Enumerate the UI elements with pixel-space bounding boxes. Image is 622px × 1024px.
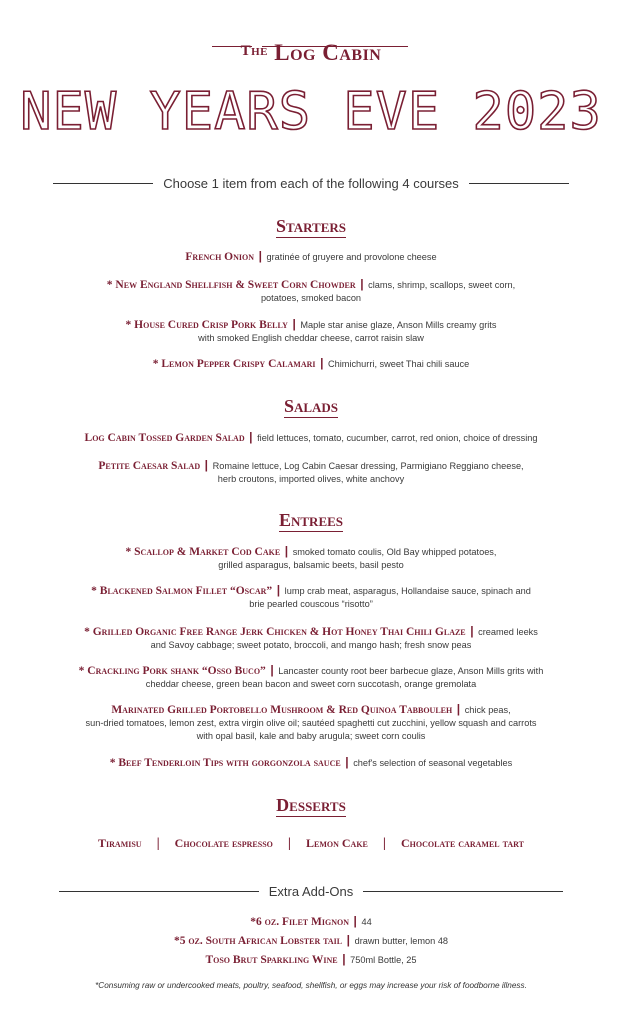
item-desc: creamed leeks — [478, 627, 538, 637]
item-desc-line2: and Savoy cabbage; sweet potato, broccoli, and mango hash; fresh snow peas — [150, 640, 472, 650]
addons-title: Extra Add-Ons — [268, 884, 354, 899]
salad-item — [20, 431, 602, 445]
item-separator: | — [276, 583, 281, 597]
item-name: Toso Brut Sparkling Wine — [205, 954, 338, 966]
item-desc: gratinée of gruyere and provolone cheese — [266, 252, 437, 262]
headline: NEW YEARS EVE 2023 — [20, 82, 602, 142]
dessert-item: Tiramisu — [98, 836, 142, 850]
item-desc: field lettuces, tomato, cucumber, carrot, red onion, choice of dressing — [257, 433, 538, 443]
item-separator: | — [353, 914, 357, 928]
item-name: * New England Shellfish & Sweet Corn Chowder — [106, 279, 356, 291]
foodborne-illness-disclaimer: *Consuming raw or undercooked meats, poultry, seafood, shellfish, or eggs may increase your risk of foodborne illness. — [95, 981, 527, 990]
starters-title: Starters — [276, 216, 346, 236]
instruction-text: Choose 1 item from each of the following 4 courses — [163, 176, 459, 191]
item-desc: clams, shrimp, scallops, sweet corn, — [368, 280, 516, 290]
dessert-item: Chocolate caramel tart — [400, 836, 524, 850]
dessert-item: Lemon Cake — [305, 836, 368, 850]
item-desc-line3: with opal basil, kale and baby arugula; sweet corn coulis — [196, 731, 426, 741]
item-name: Log Cabin Tossed Garden Salad — [84, 432, 245, 444]
item-separator: | — [204, 458, 209, 472]
entree-item — [20, 545, 602, 572]
entree-item — [20, 703, 602, 743]
item-desc-line2: brie pearled couscous “risotto” — [249, 599, 373, 609]
item-name: * Lemon Pepper Crispy Calamari — [152, 358, 316, 370]
starter-item — [20, 250, 602, 264]
addons-header-row — [0, 884, 622, 899]
dessert-separator: | — [156, 836, 160, 851]
item-separator: | — [270, 663, 274, 677]
item-desc-line2: potatoes, smoked bacon — [260, 293, 362, 303]
item-desc: Lancaster county root beer barbecue glaze, Anson Mills grits with — [278, 666, 544, 676]
item-desc: lump crab meat, asparagus, Hollandaise sauce, spinach and — [284, 586, 531, 596]
item-name: * Blackened Salmon Fillet “Oscar” — [91, 585, 273, 597]
item-name: * Scallop & Market Cod Cake — [125, 546, 281, 558]
item-separator: | — [342, 952, 346, 966]
item-desc-line2: herb croutons, imported olives, white anchovy — [217, 474, 405, 484]
addon-item — [20, 915, 602, 929]
rule-right — [469, 183, 569, 184]
item-name: Marinated Grilled Portobello Mushroom & Red Quinoa Tabbouleh — [111, 704, 453, 716]
item-separator: | — [249, 430, 253, 444]
item-separator: | — [345, 755, 349, 769]
item-name: * Crackling Pork shank “Osso Buco” — [78, 665, 266, 677]
salad-item — [20, 459, 602, 486]
item-name: *5 oz. South African Lobster tail — [173, 935, 343, 947]
addon-item — [20, 953, 602, 967]
dessert-separator: | — [287, 836, 291, 851]
item-desc: Chimichurri, sweet Thai chili sauce — [327, 359, 470, 369]
addon-item — [20, 934, 602, 948]
entree-item — [20, 625, 602, 652]
item-desc: chef's selection of seasonal vegetables — [353, 758, 513, 768]
item-desc-line2: sun-dried tomatoes, lemon zest, extra virgin olive oil; sautéed spaghetti cut zucchini, yellow squash and carrots — [85, 718, 537, 728]
rule-left — [59, 891, 259, 892]
rule-left — [53, 183, 153, 184]
item-name: * House Cured Crisp Pork Belly — [125, 319, 288, 331]
item-separator: | — [284, 544, 289, 558]
rule-right — [363, 891, 563, 892]
entree-item — [20, 584, 602, 611]
item-separator: | — [292, 317, 296, 331]
starter-item — [20, 318, 602, 345]
item-separator: | — [360, 277, 364, 291]
item-name: Petite Caesar Salad — [98, 460, 201, 472]
brand-the: The — [240, 43, 269, 59]
item-desc-line2: grilled asparagus, balsamic beets, basil pesto — [218, 560, 404, 570]
item-name: * Beef Tenderloin Tips with gorgonzola sauce — [109, 757, 341, 769]
item-desc: Maple star anise glaze, Anson Mills creamy grits — [300, 320, 497, 330]
item-desc: 44 — [361, 917, 372, 927]
item-desc: 750ml Bottle, 25 — [350, 955, 417, 965]
desserts-title: Desserts — [276, 795, 346, 815]
entree-item — [20, 756, 602, 770]
item-separator: | — [456, 702, 461, 716]
item-separator: | — [470, 624, 474, 638]
starter-item — [20, 278, 602, 305]
dessert-separator: | — [382, 836, 386, 851]
item-separator: | — [346, 933, 351, 947]
brand-logo — [0, 40, 622, 66]
item-separator: | — [320, 356, 324, 370]
item-desc: drawn butter, lemon 48 — [354, 936, 449, 946]
entrees-title: Entrees — [278, 510, 344, 530]
item-desc: Romaine lettuce, Log Cabin Caesar dressing, Parmigiano Reggiano cheese, — [212, 461, 524, 471]
desserts-row — [0, 836, 622, 852]
starter-item — [20, 357, 602, 371]
brand-name: Log Cabin — [274, 40, 382, 65]
item-separator: | — [258, 249, 262, 263]
dessert-item: Chocolate espresso — [174, 836, 273, 850]
salads-title: Salads — [283, 396, 339, 416]
entree-item — [20, 664, 602, 691]
item-name: French Onion — [185, 251, 255, 263]
item-desc-line2: cheddar cheese, green bean bacon and sweet corn succotash, orange gremolata — [145, 679, 477, 689]
instruction-row — [0, 176, 622, 191]
item-name: *6 oz. Filet Mignon — [250, 916, 349, 928]
item-name: * Grilled Organic Free Range Jerk Chicken & Hot Honey Thai Chili Glaze — [84, 626, 466, 638]
item-desc: smoked tomato coulis, Old Bay whipped potatoes, — [292, 547, 497, 557]
item-desc-line2: with smoked English cheddar cheese, carrot raisin slaw — [198, 333, 424, 343]
item-desc: chick peas, — [464, 705, 511, 715]
